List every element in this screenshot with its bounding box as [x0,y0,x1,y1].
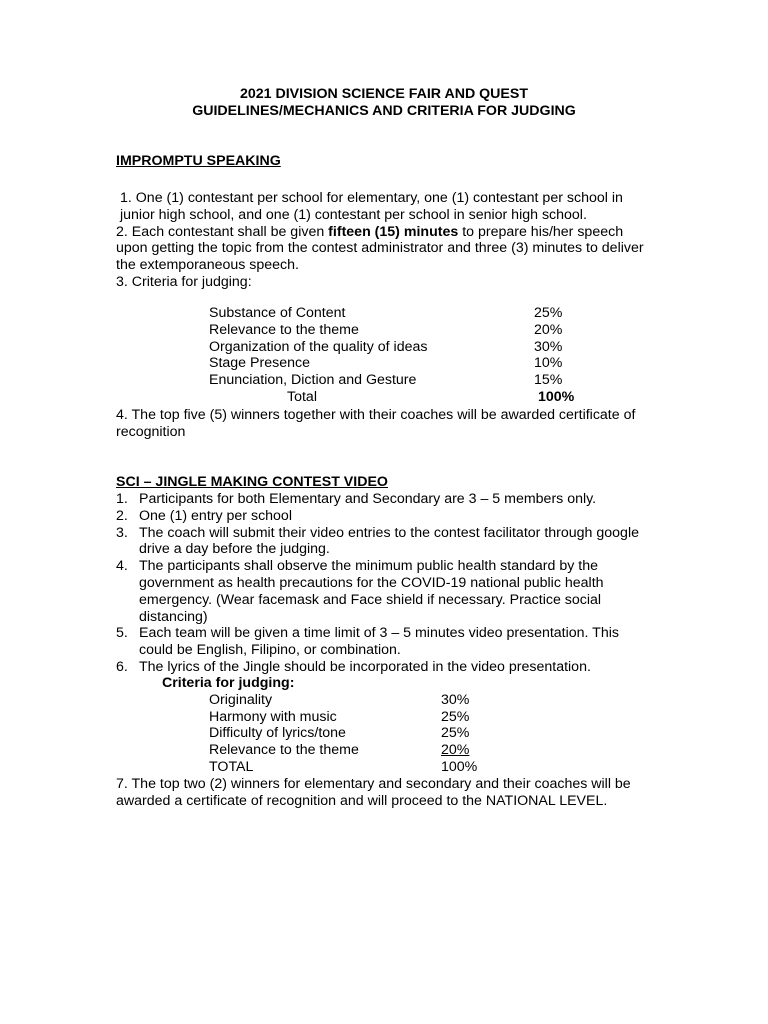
criteria-total-percent: 100% [538,388,575,405]
jingle-item-7: 7. The top two (2) winners for elementary and secondary and their coaches will be awarded a certificate of recognition and will proceed to the NATIONAL LEVEL. [116,776,631,809]
list-item [116,525,656,559]
criteria-name: Originality [209,691,273,708]
jingle-criteria-heading: Criteria for judging: [162,675,295,691]
jingle-criteria-table [162,675,502,776]
criteria-percent: 15% [534,372,563,389]
list-item [116,558,656,625]
impromptu-item-2-text: 2. Each contestant shall be given [116,223,329,240]
criteria-row [209,372,589,389]
list-item-text: One (1) entry per school [139,507,292,524]
impromptu-item-3: 3. Criteria for judging: [116,273,252,290]
list-item-number: 5. [116,625,128,642]
criteria-row [209,355,589,372]
list-item-number: 6. [116,658,128,675]
list-item-text: Each team will be given a time limit of 3 – 5 minutes video presentation. This could be English, Filipino, or combination. [139,625,619,659]
jingle-heading: SCI – JINGLE MAKING CONTEST VIDEO [116,474,388,490]
document-title-line1: 2021 DIVISION SCIENCE FAIR AND QUEST [239,86,529,102]
impromptu-item-2 [116,224,656,274]
criteria-row [162,692,502,709]
impromptu-awards [116,407,656,441]
criteria-row [162,725,502,742]
criteria-total-label: TOTAL [209,758,254,775]
criteria-total-label: Total [287,388,317,405]
criteria-row [209,339,589,356]
impromptu-item-1: 1. One (1) contestant per school for elementary, one (1) contestant per school in junior high school, and one (1) contestant per school in senior high school. [120,190,623,223]
list-item-text: Participants for both Elementary and Secondary are 3 – 5 members only. [139,491,597,507]
criteria-total-row [209,389,589,406]
criteria-total-percent: 100% [441,758,478,775]
criteria-percent: 30% [441,691,470,708]
criteria-percent: 30% [534,338,563,355]
jingle-guidelines-list [116,491,656,676]
list-item [116,491,656,508]
criteria-name: Organization of the quality of ideas [209,338,428,355]
jingle-awards [116,776,656,810]
impromptu-item-2-rest: to prepare his/her speech upon getting the topic from the contest administrator and three (3) minutes to deliver the extemporaneous speech. [116,223,644,274]
criteria-name: Relevance to the theme [209,321,359,338]
criteria-percent: 20% [441,742,470,759]
impromptu-heading: IMPROMPTU SPEAKING [116,153,281,169]
list-item-number: 3. [116,524,128,541]
impromptu-criteria-table [209,305,589,406]
list-item-text: The coach will submit their video entries to the contest facilitator through google drive a day before the judging. [139,524,639,558]
list-item [116,659,656,676]
criteria-name: Stage Presence [209,355,310,372]
list-item [116,625,656,659]
criteria-percent: 25% [441,725,470,742]
criteria-name: Difficulty of lyrics/tone [209,725,346,742]
criteria-percent: 25% [441,708,470,725]
criteria-name: Relevance to the theme [209,742,359,759]
criteria-heading-row [162,675,502,692]
list-item-text: The lyrics of the Jingle should be incorporated in the video presentation. [139,658,591,675]
criteria-name: Enunciation, Diction and Gesture [209,372,417,389]
list-item [116,508,656,525]
impromptu-item-2-emphasis: fifteen (15) minutes [328,223,459,240]
criteria-total-row [162,759,502,776]
criteria-name: Substance of Content [209,305,346,321]
criteria-row [162,709,502,726]
impromptu-guidelines [116,190,656,291]
list-item-number: 1. [116,491,128,507]
criteria-percent: 10% [534,355,563,372]
criteria-percent: 20% [534,321,563,338]
impromptu-item-4: 4. The top five (5) winners together with their coaches will be awarded certificate of recognition [116,407,636,440]
document-title-line2: GUIDELINES/MECHANICS AND CRITERIA FOR JUDGING [192,103,576,119]
list-item-number: 4. [116,558,128,575]
criteria-row [209,322,589,339]
criteria-row [209,305,589,322]
criteria-percent: 25% [534,305,563,321]
criteria-row [162,742,502,759]
criteria-name: Harmony with music [209,708,337,725]
list-item-number: 2. [116,507,128,524]
list-item-text: The participants shall observe the minimum public health standard by the government as health precautions for the COVID-19 national public health emergency. (Wear facemask and Face shield if necessary. Practice social distancing) [139,558,604,625]
